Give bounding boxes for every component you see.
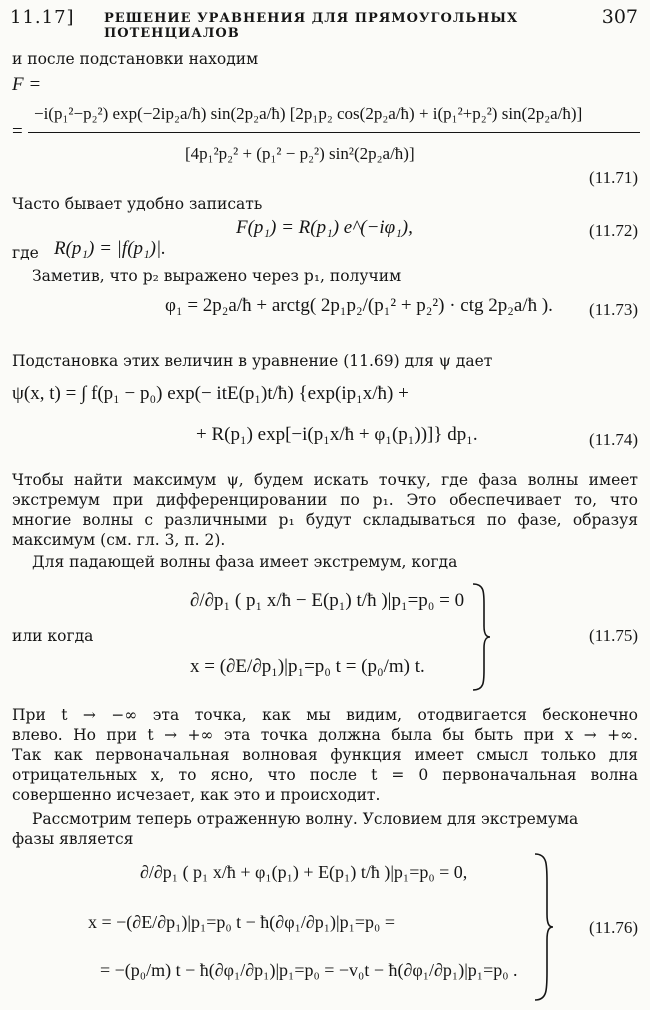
formula-11-76-line1: ∂/∂p₁ ( p₁ x/ħ + φ₁(p₁) + E(p₁) t/ħ )|p₁=p₀ = 0,	[140, 862, 468, 882]
fraction-bar	[28, 132, 640, 133]
equation-number-11-74: (11.74)	[589, 430, 638, 449]
formula-11-71-numerator: −i(p₁²−p₂²) exp(−2ip₂a/ħ) sin(2p₂a/ħ) [2p₁p₂ cos(2p₂a/ħ) + i(p₁²+p₂²) sin(2p₂a/ħ)]	[34, 104, 583, 123]
equation-number-11-71: (11.71)	[589, 168, 638, 187]
equation-number-11-72: (11.72)	[589, 221, 638, 240]
formula-11-74-line2: + R(p₁) exp[−i(p₁x/ħ + φ₁(p₁))]} dp₁.	[196, 424, 478, 445]
formula-11-71-denominator: [4p₁²p₂² + (p₁² − p₂²) sin²(2p₂a/ħ)]	[185, 144, 415, 163]
formula-11-76-line2: x = −(∂E/∂p₁)|p₁=p₀ t − ħ(∂φ₁/∂p₁)|p₁=p₀ =	[88, 912, 395, 932]
equation-number-11-73: (11.73)	[589, 300, 638, 319]
formula-11-75-line1: ∂/∂p₁ ( p₁ x/ħ − E(p₁) t/ħ )|p₁=p₀ = 0	[190, 590, 465, 611]
formula-F-eq: F =	[12, 74, 42, 95]
paragraph-line: совершенно исчезает, как это и происходит.	[12, 786, 381, 804]
text-line: где	[12, 244, 39, 262]
text-line: Заметив, что p₂ выражено через p₁, получим	[32, 267, 402, 285]
text-line: или когда	[12, 627, 94, 645]
text-line: Подстановка этих величин в уравнение (11.69) для ψ дает	[12, 352, 493, 370]
paragraph-line: максимум (см. гл. 3, п. 2).	[12, 531, 226, 549]
section-number: 11.17]	[10, 7, 75, 28]
paragraph-line: фазы является	[12, 830, 134, 848]
paragraph-line: влево. Но при t → +∞ эта точка должна была бы быть при x → +∞.	[12, 726, 638, 744]
formula-11-76-line3: = −(p₀/m) t − ħ(∂φ₁/∂p₁)|p₁=p₀ = −v₀t − ħ(∂φ₁/∂p₁)|p₁=p₀ .	[100, 960, 518, 980]
text-line: и после подстановки находим	[12, 50, 259, 68]
paragraph-line: Чтобы найти максимум ψ, будем искать точку, где фаза волны имеет	[12, 471, 638, 489]
paragraph-line: Для падающей волны фаза имеет экстремум, когда	[32, 553, 458, 571]
formula-11-73: φ₁ = 2p₂a/ħ + arctg( 2p₁p₂/(p₁² + p₂²) · ctg 2p₂a/ħ ).	[165, 295, 553, 316]
equation-number-11-75: (11.75)	[589, 626, 638, 645]
paragraph-line: экстремум при дифференцировании по p₁. Это обеспечивает то, что	[12, 491, 638, 509]
right-brace-icon	[470, 582, 492, 692]
page-number: 307	[601, 6, 638, 28]
paragraph-line: Рассмотрим теперь отраженную волну. Условием для экстремума	[32, 810, 579, 828]
right-brace-icon	[532, 852, 556, 1002]
paragraph-line: Так как первоначальная волновая функция имеет смысл только для	[12, 746, 638, 764]
text-line: Часто бывает удобно записать	[12, 195, 263, 213]
formula-11-71-equals: =	[12, 121, 23, 142]
paragraph-line: отрицательных x, то ясно, что после t = 0 первоначальная волна	[12, 766, 638, 784]
formula-11-72: F(p₁) = R(p₁) e^(−iφ₁),	[236, 217, 413, 238]
paragraph-line: При t → −∞ эта точка, как мы видим, отодвигается бесконечно	[12, 706, 638, 724]
running-title: РЕШЕНИЕ УРАВНЕНИЯ ДЛЯ ПРЯМОУГОЛЬНЫХ ПОТЕНЦИАЛОВ	[104, 11, 519, 41]
equation-number-11-76: (11.76)	[589, 918, 638, 937]
formula-R-def: R(p₁) = |f(p₁)|.	[54, 238, 166, 259]
running-header	[10, 4, 638, 41]
formula-11-75-line2: x = (∂E/∂p₁)|p₁=p₀ t = (p₀/m) t.	[190, 656, 425, 677]
paragraph-line: многие волны с различными p₁ будут складываться по фазе, образуя	[12, 511, 638, 529]
formula-11-74-line1: ψ(x, t) = ∫ f(p₁ − p₀) exp(− itE(p₁)t/ħ) {exp(ip₁x/ħ) +	[12, 383, 409, 404]
